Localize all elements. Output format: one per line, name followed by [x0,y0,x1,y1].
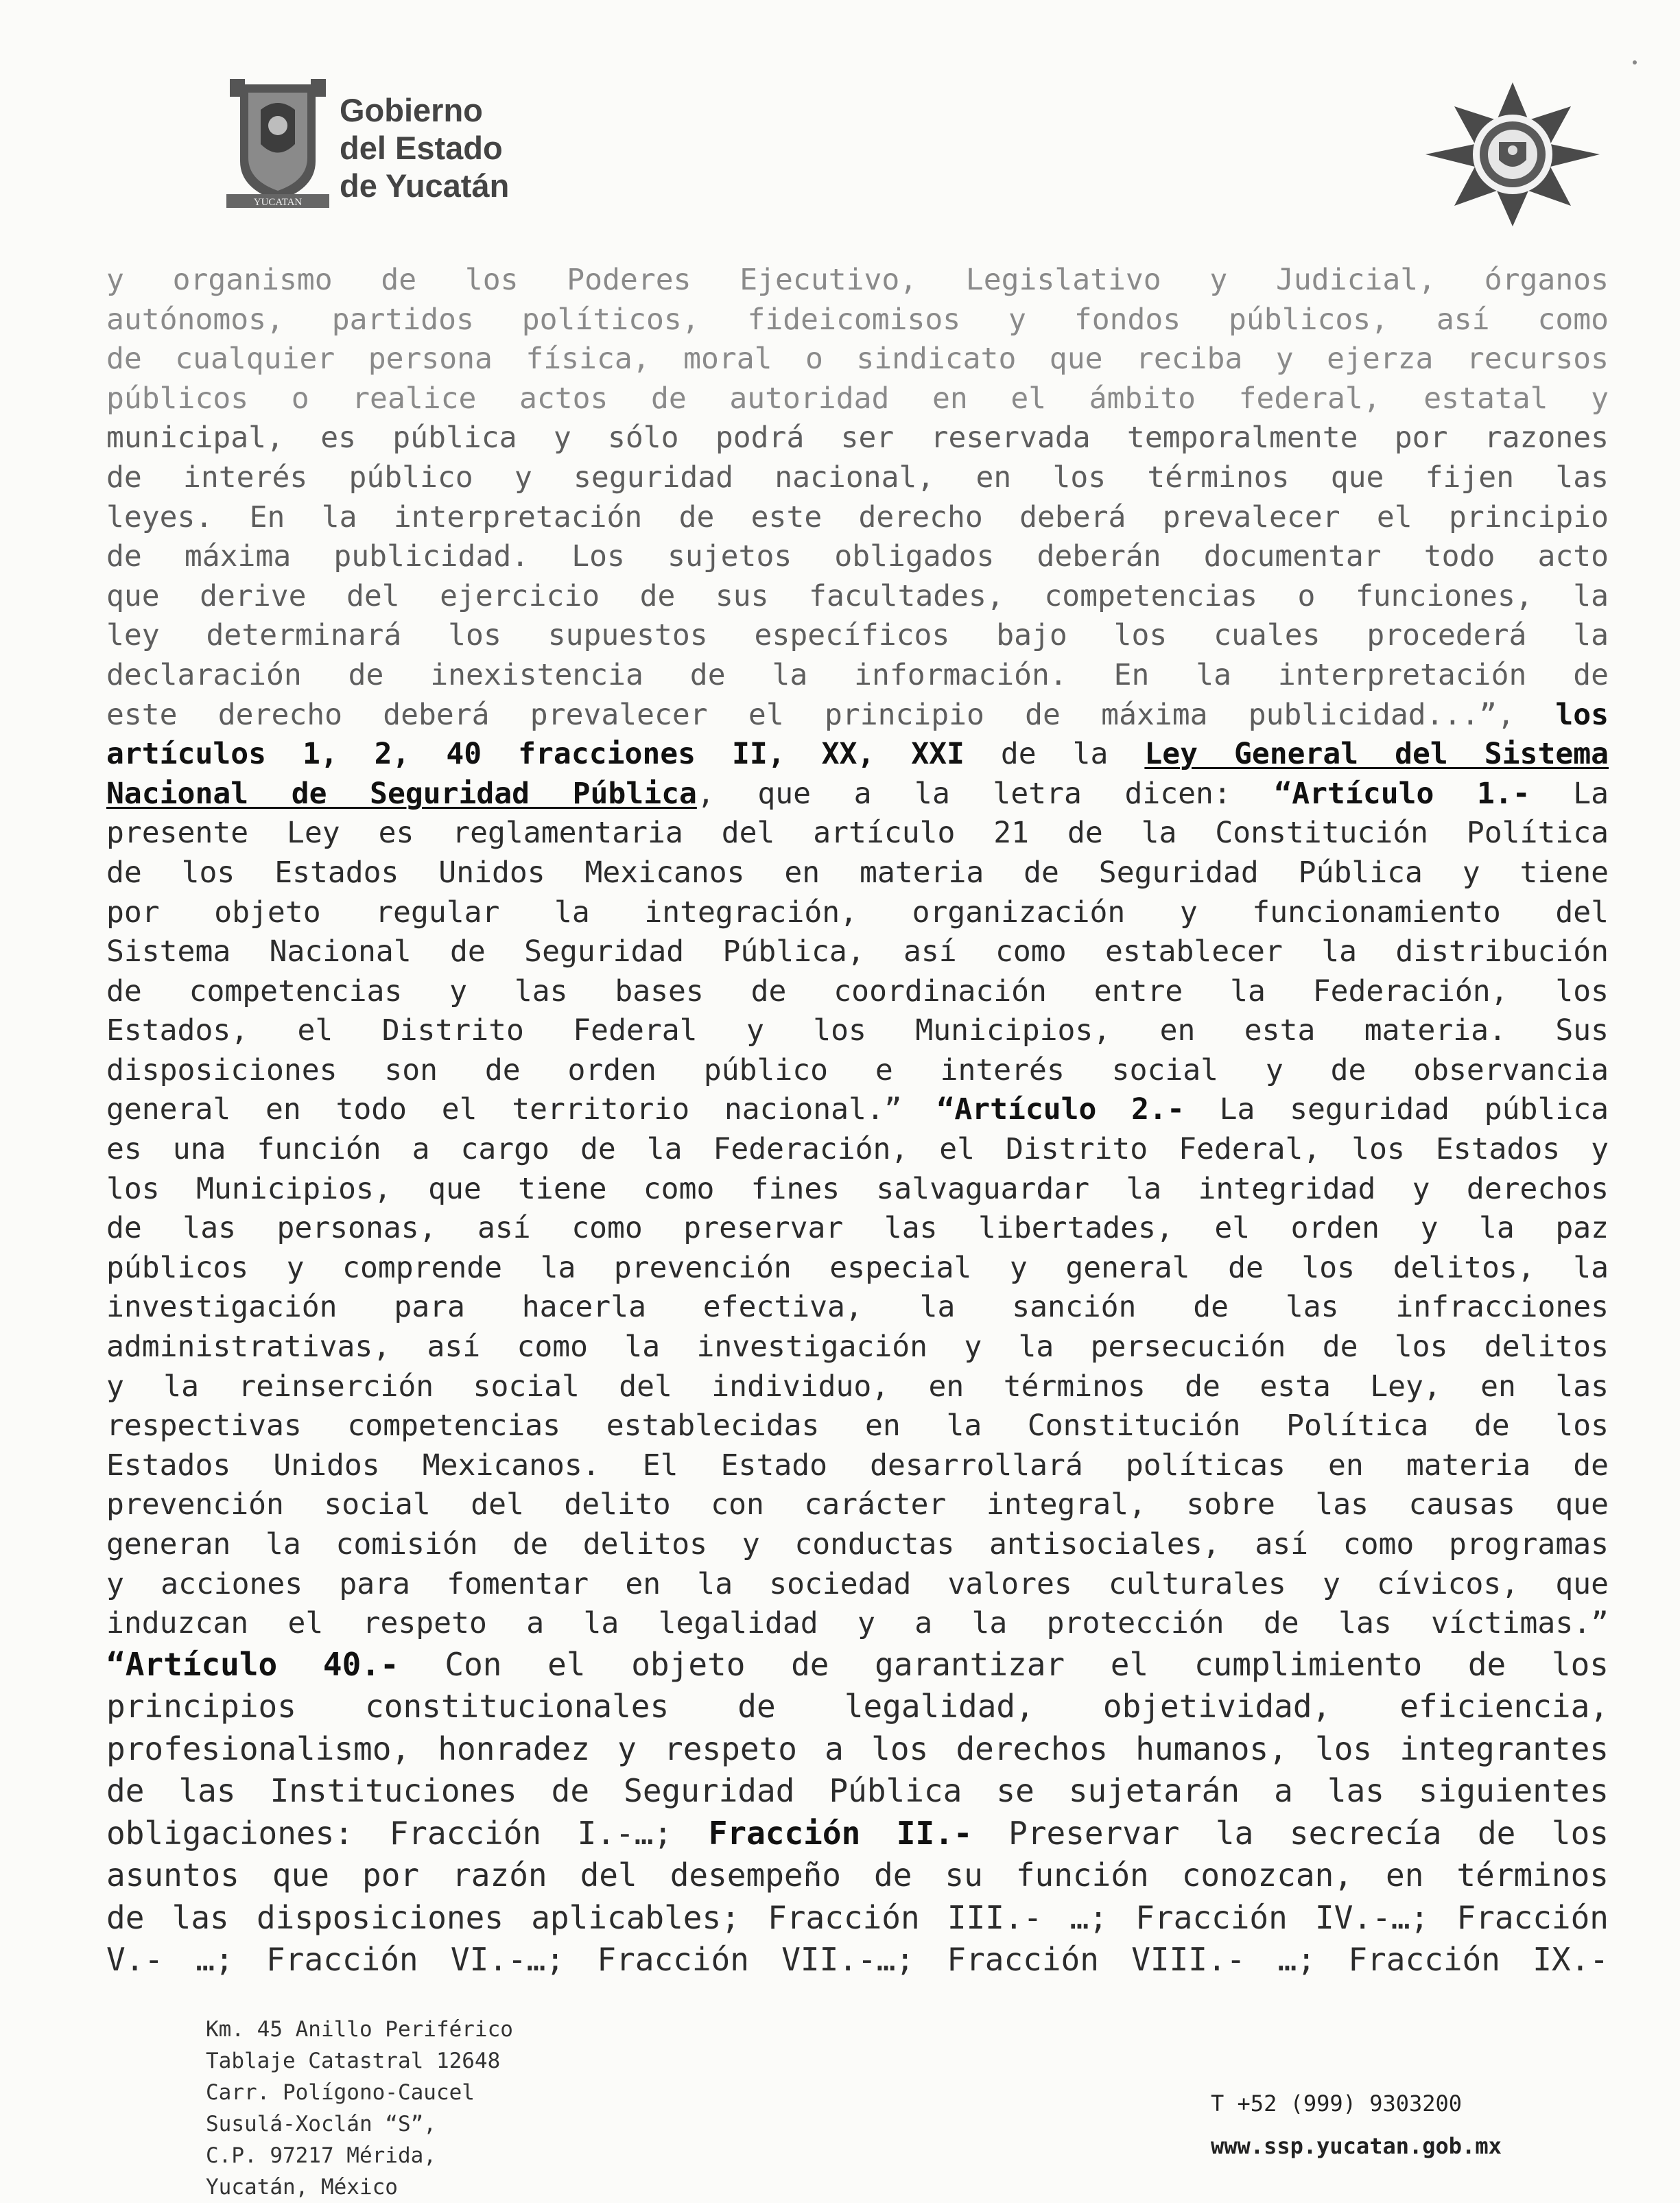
text-line: investigación para hacerla efectiva, la sanción de las infracciones [106,1290,1609,1325]
text-segment: obligaciones: Fracción I.-…; [106,1814,673,1852]
text-line: profesionalismo, honradez y respeto a los derechos humanos, los integrantes [106,1730,1609,1767]
address-line: Susulá-Xoclán “S”, [206,2112,436,2136]
text-line [106,1090,1609,1130]
text-line: Estados Unidos Mexicanos. El Estado desarrollará políticas en materia de [106,1448,1609,1483]
text-line: que derive del ejercicio de sus facultades, competencias o funciones, la [106,578,1609,613]
law-title-segment: Nacional de Seguridad Pública [106,776,697,811]
gov-line-2: del Estado [340,130,503,166]
footer-address [206,2014,513,2203]
address-line: C.P. 97217 Mérida, [206,2143,436,2168]
text-line: generan la comisión de delitos y conductas antisociales, así como programas [106,1527,1609,1562]
text-line: de competencias y las bases de coordinación entre la Federación, los [106,974,1609,1009]
text-line: por objeto regular la integración, organización y funcionamiento del [106,895,1609,930]
text-line: de los Estados Unidos Mexicanos en materia de Seguridad Pública y tiene [106,855,1609,890]
text-line: y acciones para fomentar en la sociedad valores culturales y cívicos, que [106,1566,1609,1601]
website-link[interactable]: www.ssp.yucatan.gob.mx [1211,2133,1502,2159]
text-segment: de la [1000,737,1109,772]
text-segment: Con el objeto de garantizar el cumplimiento de los [445,1645,1609,1683]
footer-contact [1211,2082,1502,2167]
text-line [106,775,1609,814]
phone-number: T +52 (999) 9303200 [1211,2090,1463,2117]
text-line: Estados, el Distrito Federal y los Municipios, en esta materia. Sus [106,1013,1609,1048]
text-segment: Preservar la secrecía de los [1008,1814,1609,1852]
text-line: asuntos que por razón del desempeño de su función conozcan, en términos [106,1857,1609,1894]
text-line: de las Instituciones de Seguridad Pública se sujetarán a las siguientes [106,1772,1609,1810]
address-line: Yucatán, México [206,2175,398,2200]
text-line: los Municipios, que tiene como fines salvaguardar la integridad y derechos [106,1171,1609,1206]
text-line [106,1644,1609,1686]
text-segment: este derecho deberá prevalecer el principio de máxima publicidad...”, [106,697,1515,732]
gov-line-1: Gobierno [340,92,483,128]
document-body [106,261,1609,1981]
state-coat-of-arms-icon [226,79,329,209]
government-logo [226,79,549,209]
text-line: Sistema Nacional de Seguridad Pública, así como establecer la distribución [106,934,1609,969]
article-heading: “Artículo 40.- [106,1645,399,1683]
text-line: administrativas, así como la investigación y la persecución de los delitos [106,1330,1609,1365]
text-line: declaración de inexistencia de la información. En la interpretación de [106,657,1609,692]
bold-segment: artículos 1, 2, 40 fracciones II, XX, XXI [106,737,965,772]
text-line: leyes. En la interpretación de este derecho deberá prevalecer el principio [106,499,1609,534]
address-line: Km. 45 Anillo Periférico [206,2017,513,2042]
text-line: V.- …; Fracción VI.-…; Fracción VII.-…; Fracción VIII.- …; Fracción IX.- [106,1941,1609,1979]
text-segment: La [1573,776,1609,811]
law-title-segment: Ley General del Sistema [1144,737,1609,772]
text-line [106,1813,1609,1855]
fraction-heading: Fracción II.- [708,1814,973,1852]
text-line: induzcan el respeto a la legalidad y a la protección de las víctimas.” [106,1606,1609,1641]
text-line: autónomos, partidos políticos, fideicomisos y fondos públicos, así como [106,302,1609,337]
emblem-caption: YUCATAN [253,197,303,208]
bold-segment: los [1555,697,1609,732]
text-segment: general en todo el territorio nacional.” [106,1092,902,1127]
text-line: respectivas competencias establecidas en la Constitución Política de los [106,1409,1609,1444]
text-line: y organismo de los Poderes Ejecutivo, Legislativo y Judicial, órganos [106,263,1609,297]
article-heading: “Artículo 1.- [1274,776,1530,811]
text-line: de las disposiciones aplicables; Fracción III.- …; Fracción IV.-…; Fracción [106,1898,1609,1936]
article-heading: “Artículo 2.- [936,1092,1185,1127]
address-line: Carr. Polígono-Caucel [206,2080,475,2105]
text-line: de máxima publicidad. Los sujetos obligados deberán documentar todo acto [106,539,1609,574]
text-line: ley determinará los supuestos específicos bajo los cuales procederá la [106,618,1609,653]
address-line: Tablaje Catastral 12648 [206,2049,501,2073]
scan-speck [1633,60,1637,64]
text-line: de las personas, así como preservar las libertades, el orden y la paz [106,1211,1609,1246]
text-segment: La seguridad pública [1219,1092,1609,1127]
text-segment: , que a la letra dicen: [696,776,1231,811]
gov-line-3: de Yucatán [340,167,510,204]
government-name [340,91,509,204]
police-badge-icon [1420,79,1605,230]
text-line: prevención social del delito con carácter integral, sobre las causas que [106,1487,1609,1522]
text-line: es una función a cargo de la Federación, el Distrito Federal, los Estados y [106,1132,1609,1167]
text-line: presente Ley es reglamentaria del artículo 21 de la Constitución Política [106,816,1609,851]
text-line [106,696,1609,735]
text-line: de interés público y seguridad nacional, en los términos que fijen las [106,460,1609,495]
text-line: y la reinserción social del individuo, en términos de esta Ley, en las [106,1369,1609,1404]
text-line: de cualquier persona física, moral o sindicato que reciba y ejerza recursos [106,342,1609,377]
text-line: disposiciones son de orden público e interés social y de observancia [106,1052,1609,1087]
text-line: públicos o realice actos de autoridad en el ámbito federal, estatal y [106,381,1609,416]
text-line: principios constitucionales de legalidad, objetividad, eficiencia, [106,1688,1609,1725]
text-line [106,735,1609,775]
text-line: municipal, es pública y sólo podrá ser reservada temporalmente por razones [106,421,1609,456]
text-line: públicos y comprende la prevención especial y general de los delitos, la [106,1250,1609,1285]
